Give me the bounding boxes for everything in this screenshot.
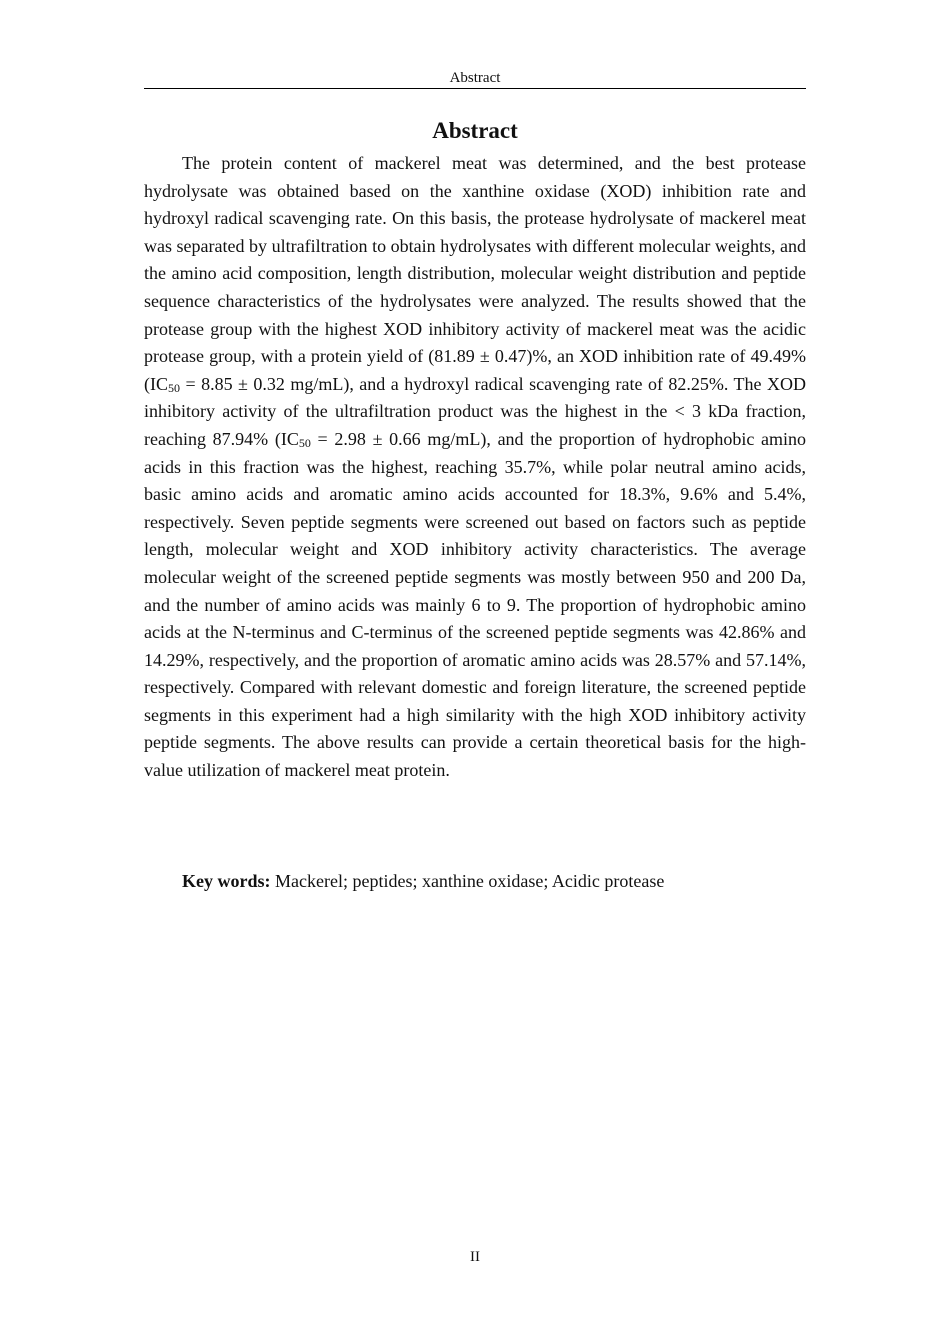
abstract-text-part-3: = 2.98 ± 0.66 mg/mL), and the proportion of hydrophobic amino acids in this fraction was the highest, reaching 35.7%, while polar neutral amino acids, basic amino acids and aromatic amino acids accounted for 18.3%, 9.6% and 5.4%, respectively. Seven peptide segments were screened out based on factors such as peptide length, molecular weight and XOD inhibitory activity characteristics. The average molecular weight of the screened peptide segments was mostly between 950 and 200 Da, and the number of amino acids was mainly 6 to 9. The proportion of hydrophobic amino acids at the N-terminus and C-terminus of the screened peptide segments was 42.86% and 14.29%, respectively, and the proportion of aromatic amino acids was 28.57% and 57.14%, respectively. Compared with relevant domestic and foreign literature, the screened peptide segments in this experiment had a high similarity with the high XOD inhibitory activity peptide segments. The above results can provide a certain theoretical basis for the high-value utilization of mackerel meat protein. <box>144 428 807 781</box>
keywords-text: Mackerel; peptides; xanthine oxidase; Acidic protease <box>270 871 665 891</box>
ic50-subscript-2: 50 <box>298 435 311 450</box>
ic50-subscript-1: 50 <box>168 380 180 395</box>
page-number: II <box>470 1249 480 1265</box>
keywords-line <box>182 868 806 895</box>
keywords-label: Key words: <box>182 871 271 891</box>
abstract-text-part-2: = 8.85 ± 0.32 mg/mL), and a hydroxyl radical scavenging rate of 82.25%. The XOD inhibitory activity of the ultrafiltration product was the highest in the < 3 kDa fraction, reaching 87.94% (IC <box>144 373 806 449</box>
running-header: Abstract <box>449 70 501 86</box>
abstract-body <box>144 150 806 785</box>
header-rule <box>144 88 806 89</box>
abstract-title: Abstract <box>432 118 518 143</box>
abstract-text-part-1: The protein content of mackerel meat was determined, and the best protease hydrolysate was obtained based on the xanthine oxidase (XOD) inhibition rate and hydroxyl radical scavenging rate. On this basis, the protease hydrolysate of mackerel meat was separated by ultrafiltration to obtain hydrolysates with different molecular weights, and the amino acid composition, length distribution, molecular weight distribution and peptide sequence characteristics of the hydrolysates were analyzed. The results showed that the protease group with the highest XOD inhibitory activity of mackerel meat was the acidic protease group, with a protein yield of (81.89 ± 0.47)%, an XOD inhibition rate of 49.49% (IC <box>144 153 806 394</box>
